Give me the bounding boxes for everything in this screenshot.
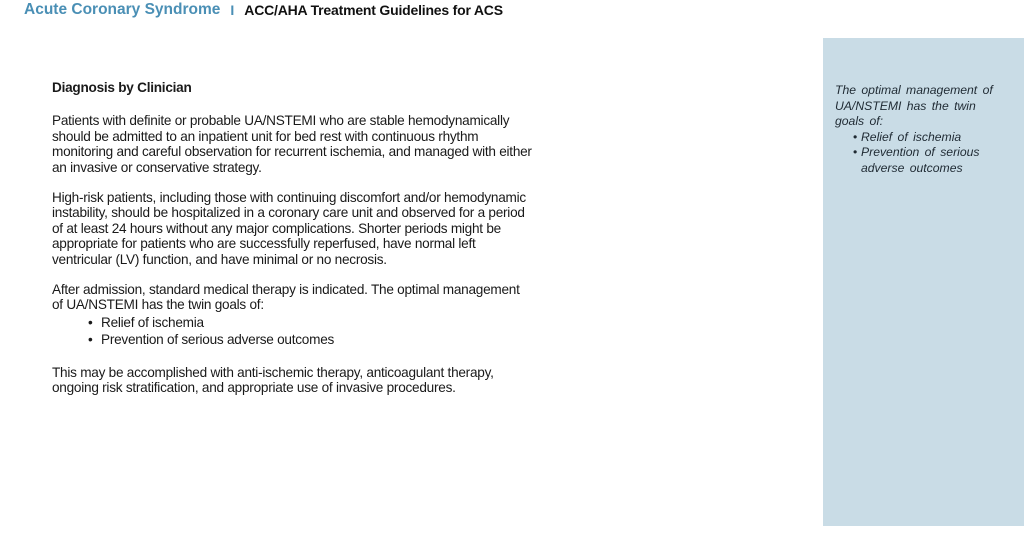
paragraph-admission: Patients with definite or probable UA/NSTEMI who are stable hemodynamically should be admitted to an inpatient unit for bed rest with continuous rhythm monitoring and careful observation for recurrent ischemia, and managed with either an invasive or conservative strategy.	[52, 113, 532, 175]
paragraph-closing: This may be accomplished with anti-ischemic therapy, anticoagulant therapy, ongoing risk stratification, and appropriate use of invasive procedures.	[52, 364, 494, 396]
section-title: Acute Coronary Syndrome	[24, 1, 221, 18]
list-item: • Prevention of serious adverse outcomes	[88, 331, 335, 347]
bullet-icon: •	[853, 129, 858, 144]
paragraph-high-risk: High-risk patients, including those with continuing discomfort and/or hemodynamic instability, should be hospitalized in a coronary care unit and observed for a period of at least 24 hours without any major complications. Shorter periods might be appropriate for patients who are successfully reperfused, have normal left ventricular (LV) function, and have minimal or no necrosis.	[52, 190, 526, 267]
bullet-icon: •	[853, 145, 858, 160]
list-item: • Prevention of serious adverse outcomes	[853, 145, 980, 175]
paragraph-therapy: After admission, standard medical therapy is indicated. The optimal management of UA/NSTEMI has the twin goals of:	[52, 282, 520, 313]
slide-title: ACC/AHA Treatment Guidelines for ACS	[244, 2, 503, 18]
callout-text	[835, 83, 1003, 177]
bullet-icon: •	[88, 331, 93, 347]
goals-list	[52, 314, 532, 348]
callout-list	[835, 130, 1003, 177]
header-separator: I	[230, 2, 235, 18]
callout-intro: The optimal management of UA/NSTEMI has the twin goals of:	[835, 83, 993, 129]
slide-header	[24, 0, 503, 20]
main-content	[52, 80, 532, 411]
list-item: • Relief of ischemia	[853, 129, 962, 144]
content-heading: Diagnosis by Clinician	[52, 80, 192, 95]
sidebar-callout	[823, 38, 1024, 526]
bullet-icon: •	[88, 314, 93, 330]
list-item: • Relief of ischemia	[88, 314, 204, 330]
